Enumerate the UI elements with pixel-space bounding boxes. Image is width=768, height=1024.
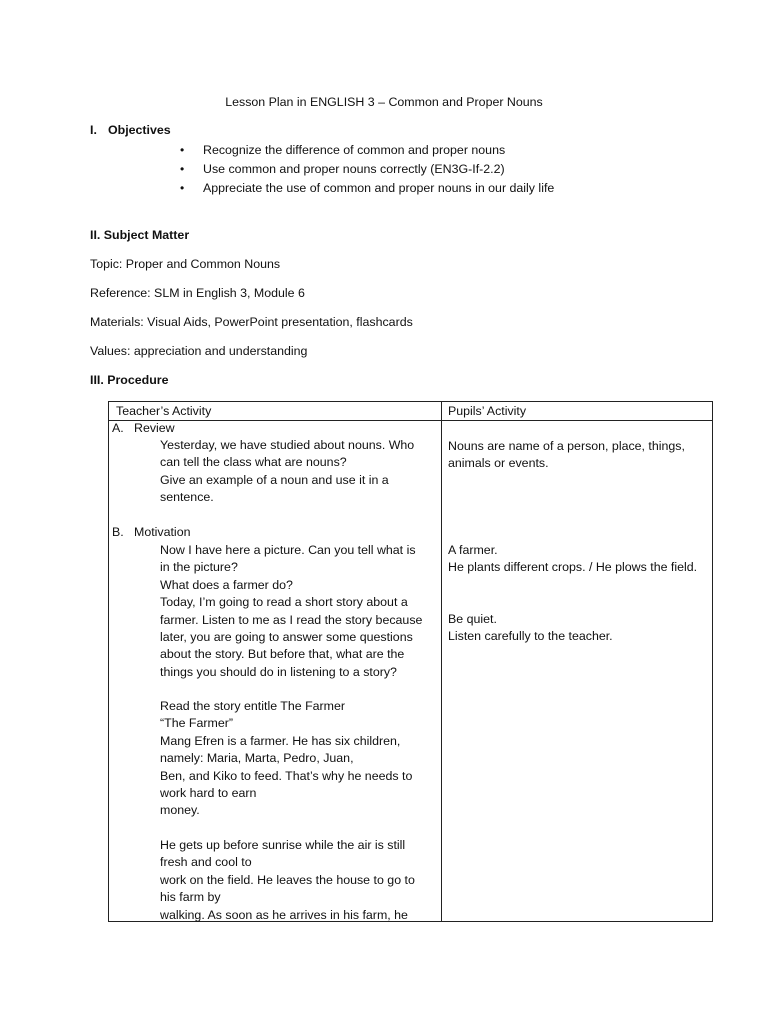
pupils-activity-header: Pupils’ Activity (448, 404, 527, 418)
subject-matter-heading: II. Subject Matter (90, 228, 190, 242)
objectives-list (180, 141, 554, 198)
text-line: animals or events. (448, 456, 549, 471)
review-label-text: Review (134, 421, 175, 435)
motivation-letter: B. (112, 525, 124, 539)
review-pupil-text (448, 438, 685, 473)
review-teacher-text (160, 437, 414, 507)
review-letter: A. (112, 421, 124, 435)
teacher-activity-header: Teacher’s Activity (116, 404, 212, 418)
motivation-teacher-text (160, 542, 422, 681)
text-line: Be quiet. (448, 612, 497, 626)
text-line: can tell the class what are nouns? (160, 455, 347, 470)
motivation-label-text: Motivation (134, 525, 191, 539)
motivation-pupil-text-a (448, 542, 697, 577)
objective-item: • Appreciate the use of common and proper nouns in our daily life (180, 179, 554, 198)
text-line: Today, I’m going to read a short story about a (160, 595, 408, 610)
text-line: work hard to earn (160, 786, 257, 801)
text-line: walking. As soon as he arrives in his farm, he (160, 907, 408, 922)
text-line: his farm by (160, 890, 221, 905)
review-label (112, 420, 175, 437)
values-text: Values: appreciation and understanding (90, 344, 308, 358)
story-continuation-text (160, 837, 415, 924)
text-line: Read the story entitle The Farmer (160, 699, 346, 713)
text-line: He plants different crops. / He plows the field. (448, 560, 698, 575)
text-line: A farmer. (448, 543, 498, 557)
procedure-table (108, 401, 713, 922)
text-line: Listen carefully to the teacher. (448, 629, 613, 644)
text-line: Ben, and Kiko to feed. That’s why he needs to (160, 768, 413, 783)
objectives-heading-text: Objectives (108, 123, 171, 137)
text-line: fresh and cool to (160, 855, 252, 870)
text-line: Yesterday, we have studied about nouns. Who (160, 438, 415, 452)
column-divider (441, 402, 442, 921)
text-line: things you should do in listening to a story? (160, 664, 397, 679)
objectives-heading (90, 122, 171, 139)
text-line: money. (160, 803, 200, 818)
reference-text: Reference: SLM in English 3, Module 6 (90, 286, 305, 300)
motivation-label (112, 524, 190, 541)
text-line: Mang Efren is a farmer. He has six children, (160, 733, 401, 748)
text-line: “The Farmer” (160, 716, 233, 731)
text-line: later, you are going to answer some questions (160, 630, 413, 645)
text-line: in the picture? (160, 560, 238, 575)
text-line: What does a farmer do? (160, 577, 293, 592)
topic-text: Topic: Proper and Common Nouns (90, 257, 281, 271)
text-line: Give an example of a noun and use it in a (160, 472, 389, 487)
text-line: Nouns are name of a person, place, things, (448, 439, 685, 453)
procedure-heading: III. Procedure (90, 373, 169, 387)
objective-item: • Recognize the difference of common and proper nouns (180, 141, 554, 160)
objectives-number: I. (90, 123, 97, 137)
text-line: about the story. But before that, what are the (160, 647, 405, 662)
text-line: farmer. Listen to me as I read the story because (160, 612, 423, 627)
header-divider (109, 420, 712, 421)
text-line: Now I have here a picture. Can you tell what is (160, 543, 416, 557)
text-line: work on the field. He leaves the house to go to (160, 872, 415, 887)
text-line: namely: Maria, Marta, Pedro, Juan, (160, 751, 354, 766)
materials-text: Materials: Visual Aids, PowerPoint presentation, flashcards (90, 315, 413, 329)
motivation-pupil-text-b (448, 611, 613, 646)
text-line: He gets up before sunrise while the air is still (160, 838, 406, 852)
story-text (160, 698, 412, 820)
objective-item: • Use common and proper nouns correctly (EN3G-If-2.2) (180, 160, 554, 179)
text-line: sentence. (160, 490, 214, 505)
page-title: Lesson Plan in ENGLISH 3 – Common and Proper Nouns (225, 95, 543, 109)
